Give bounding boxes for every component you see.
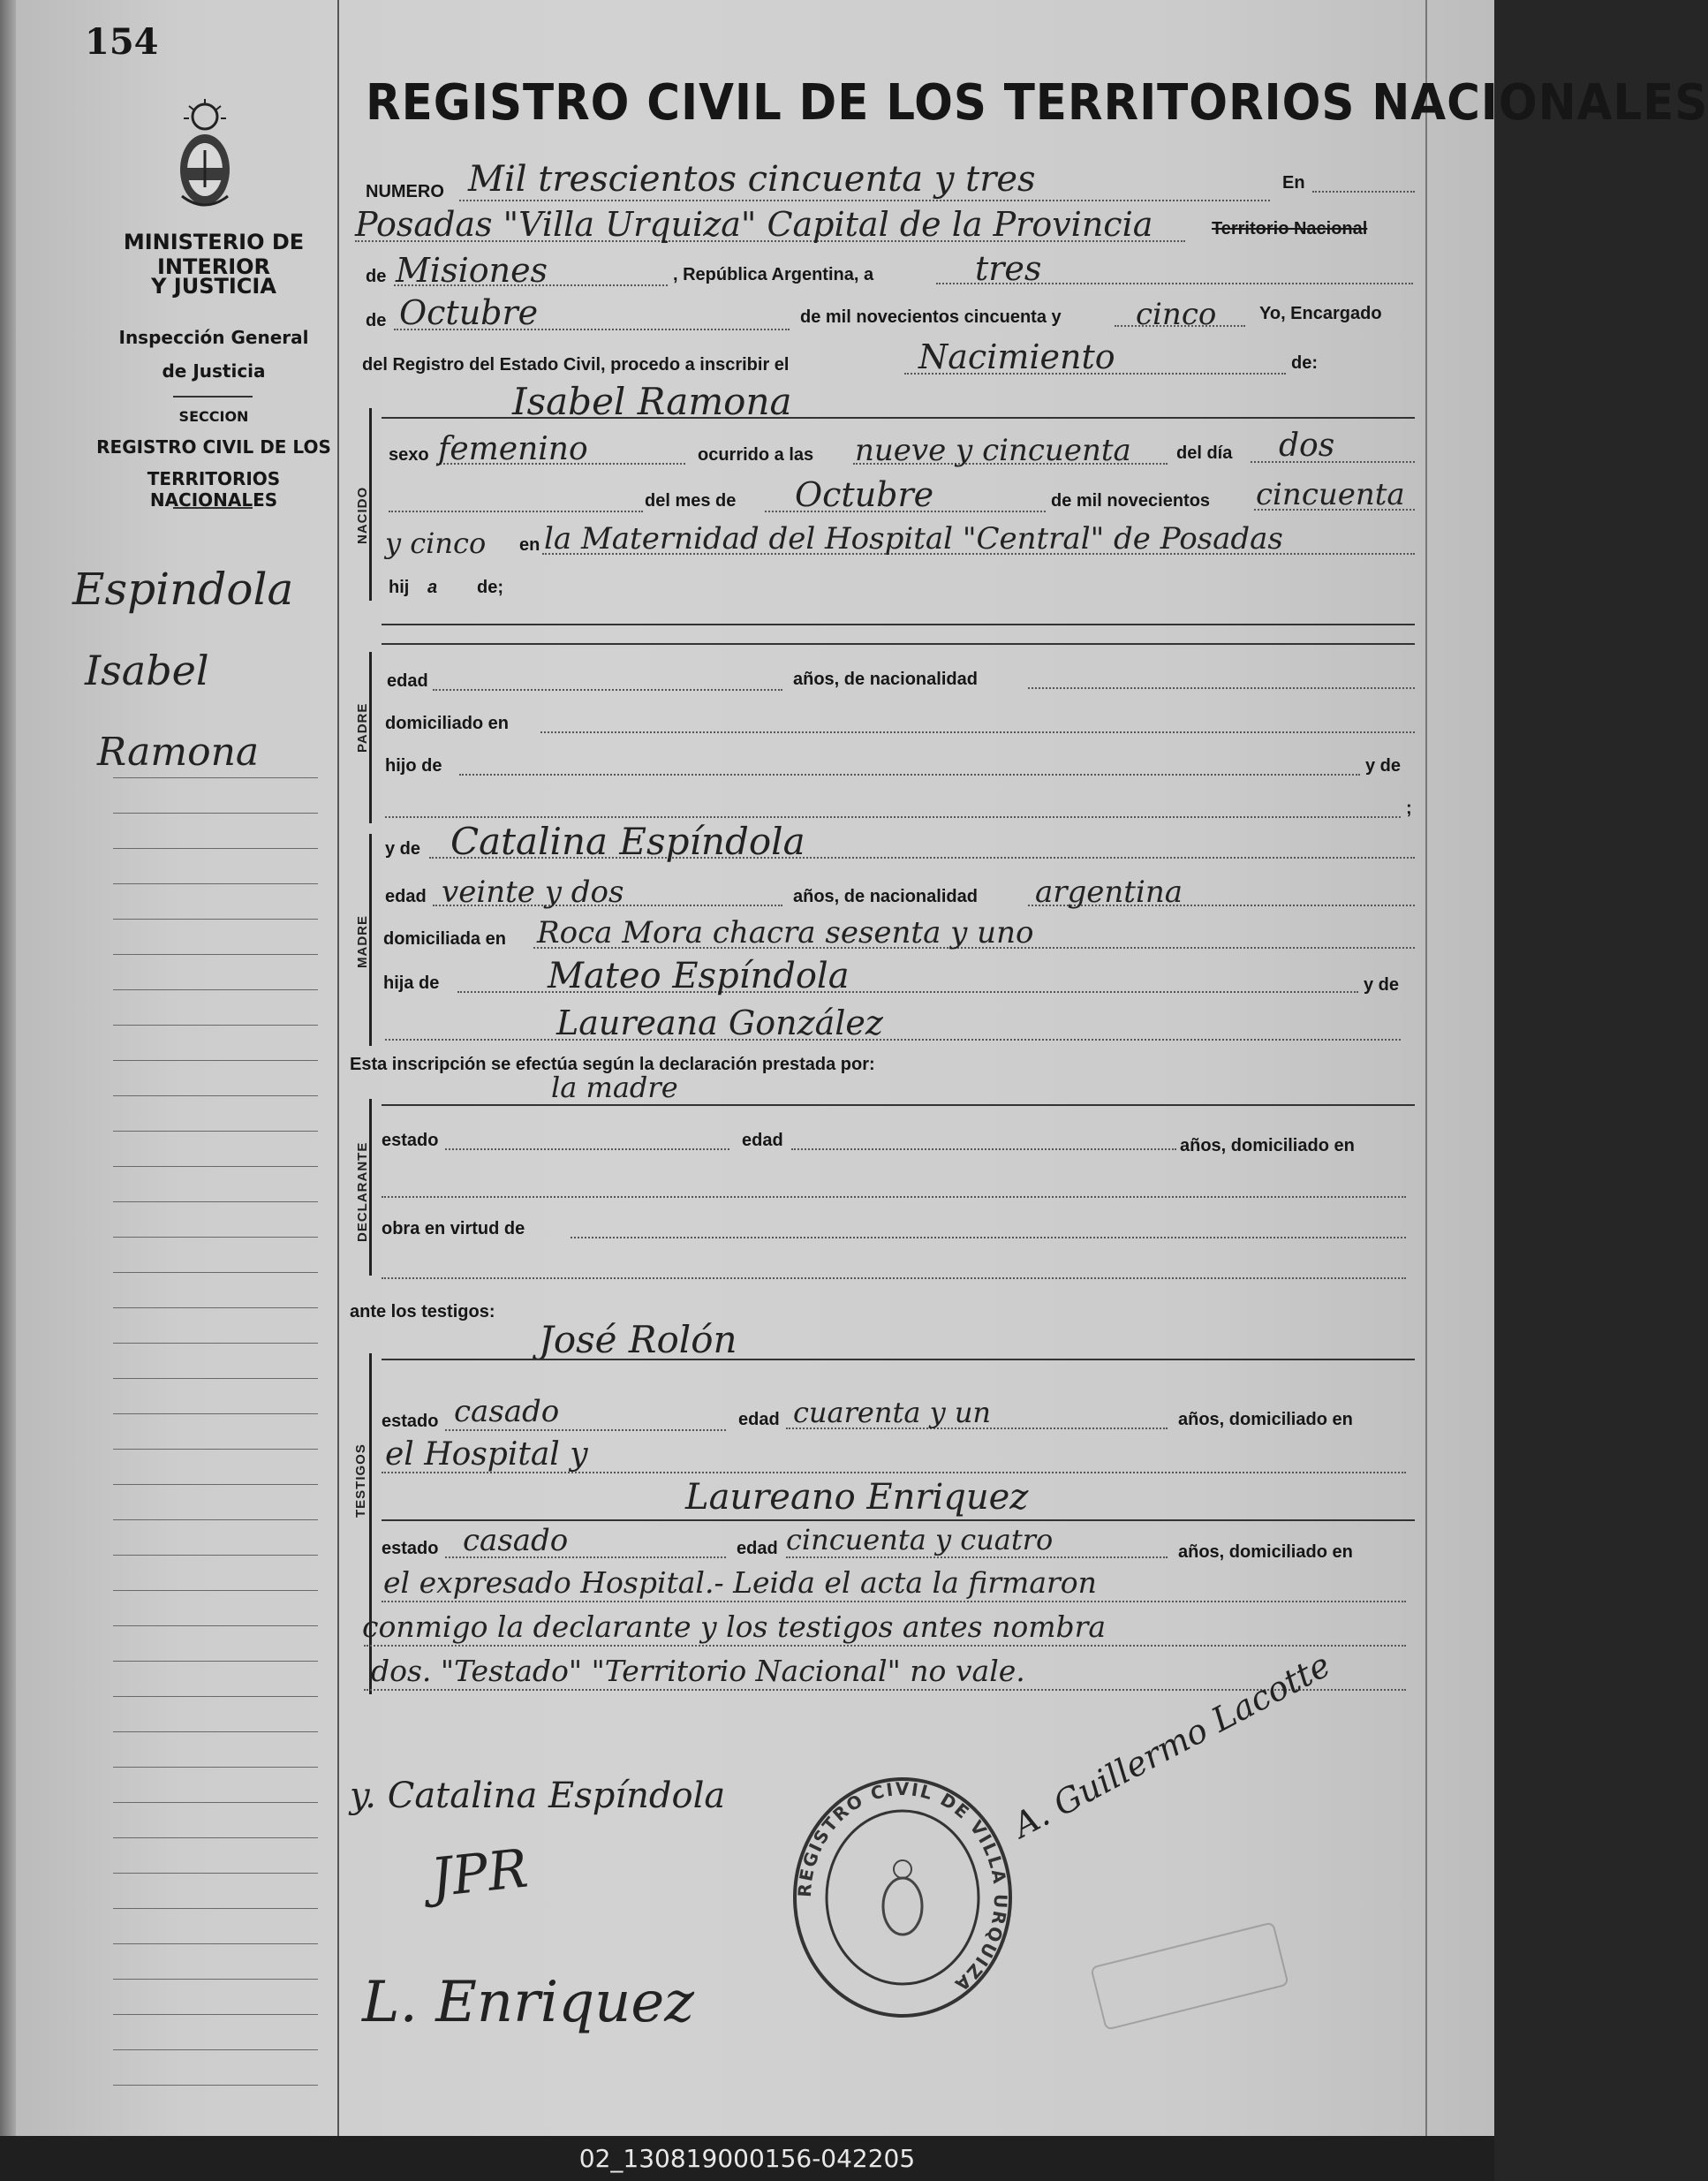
declaracion-value: la madre bbox=[551, 1071, 678, 1104]
padre-hijo-line bbox=[459, 774, 1360, 776]
margin-line bbox=[113, 989, 318, 990]
margin-line bbox=[113, 1908, 318, 1909]
madre-hija-label: hija de bbox=[383, 973, 440, 993]
de-label: de bbox=[366, 267, 387, 286]
anio-value: cincuenta bbox=[1256, 477, 1405, 512]
padre-mother-line bbox=[385, 816, 1401, 818]
declarante-domicilio-label: años, domiciliado en bbox=[1180, 1136, 1355, 1155]
margin-line bbox=[113, 1060, 318, 1061]
madre-father-name: Mateo Espíndola bbox=[548, 956, 850, 996]
encargado-label: Yo, Encargado bbox=[1259, 304, 1382, 323]
mes-value: Octubre bbox=[795, 475, 934, 514]
madre-domicilio-value: Roca Mora chacra sesenta y uno bbox=[537, 915, 1034, 950]
declarante-section-label: DECLARANTE bbox=[355, 1141, 370, 1242]
declaracion-label: Esta inscripción se efectúa según la declaración prestada por: bbox=[350, 1055, 875, 1074]
witness1-domicilio-label: años, domiciliado en bbox=[1178, 1410, 1353, 1429]
margin-line bbox=[113, 1519, 318, 1520]
margin-line bbox=[113, 848, 318, 849]
witness2-rule bbox=[382, 1519, 1415, 1521]
witness-signature: L. Enriquez bbox=[362, 1970, 694, 2035]
margin-line bbox=[113, 1837, 318, 1838]
margin-line bbox=[113, 1131, 318, 1132]
registrar-name-stamp bbox=[1090, 1921, 1289, 2031]
nacido-section-label: NACIDO bbox=[355, 486, 370, 544]
mil-label: de mil novecientos bbox=[1051, 491, 1211, 511]
declarante-domicilio-line bbox=[382, 1196, 1406, 1198]
act-value: Nacimiento bbox=[918, 337, 1115, 376]
hora-value: nueve y cincuenta bbox=[855, 433, 1131, 468]
margin-line bbox=[113, 2049, 318, 2050]
padre-edad-label: edad bbox=[387, 671, 428, 691]
ministry-divider bbox=[173, 396, 253, 398]
madre-y-de2-label: y de bbox=[1364, 975, 1400, 995]
witness2-domicilio-label: años, domiciliado en bbox=[1178, 1542, 1353, 1562]
padre-semicolon: ; bbox=[1406, 799, 1412, 818]
padre-edad-line bbox=[433, 689, 782, 691]
margin-line bbox=[113, 813, 318, 814]
coat-of-arms-icon bbox=[173, 99, 237, 214]
witness2-edad: cincuenta y cuatro bbox=[786, 1523, 1054, 1556]
madre-section-label: MADRE bbox=[355, 915, 370, 968]
margin-line bbox=[113, 1767, 318, 1768]
margin-line bbox=[113, 1166, 318, 1167]
margin-line bbox=[113, 1625, 318, 1626]
margin-line bbox=[113, 2014, 318, 2015]
margin-line bbox=[113, 1555, 318, 1556]
dia-value: dos bbox=[1279, 428, 1335, 464]
margin-surname: Espindola bbox=[72, 564, 294, 615]
registry-line2: TERRITORIOS NACIONALES bbox=[147, 468, 281, 511]
province-value: Misiones bbox=[396, 251, 548, 290]
madre-edad-value: veinte y dos bbox=[442, 875, 624, 910]
en-line bbox=[1312, 191, 1415, 193]
numero-value: Mil trescientos cincuenta y tres bbox=[468, 159, 1036, 200]
margin-line bbox=[113, 1696, 318, 1697]
hij-label: hij bbox=[389, 578, 410, 597]
witness1-estado-line bbox=[445, 1429, 726, 1431]
witness2-name: Laureano Enriquez bbox=[685, 1477, 1029, 1518]
place-value: Posadas "Villa Urquiza" Capital de la Provincia bbox=[355, 205, 1153, 244]
declarant-signature: y. Catalina Espíndola bbox=[350, 1776, 726, 1816]
anio-value-cont: y cinco bbox=[385, 526, 487, 560]
padre-domicilio-line bbox=[540, 731, 1415, 733]
ministry-line1: MINISTERIO DE INTERIOR bbox=[123, 230, 305, 279]
padre-rule2 bbox=[382, 643, 1415, 645]
margin-line bbox=[113, 1237, 318, 1238]
ministry-line2: Y JUSTICIA bbox=[151, 274, 276, 299]
hij-value: a bbox=[427, 578, 438, 597]
year-value: cinco bbox=[1136, 297, 1217, 332]
en-label: En bbox=[1282, 173, 1305, 193]
registry-divider bbox=[173, 507, 253, 509]
book-spine bbox=[0, 0, 16, 2136]
margin-line bbox=[113, 1661, 318, 1662]
margin-line bbox=[113, 1378, 318, 1379]
declarante-estado-label: estado bbox=[382, 1131, 439, 1150]
hij-de-label: de; bbox=[477, 578, 503, 597]
margin-line bbox=[113, 919, 318, 920]
testigos-top-rule bbox=[382, 1359, 1415, 1360]
en-place-label: en bbox=[519, 535, 540, 555]
witness1-estado-label: estado bbox=[382, 1412, 439, 1431]
right-edge bbox=[1425, 0, 1427, 2136]
mes-pre-line bbox=[389, 511, 643, 512]
margin-line bbox=[113, 1979, 318, 1980]
closing-line2: conmigo la declarante y los testigos antes nombra bbox=[362, 1609, 1107, 1644]
document-title: REGISTRO CIVIL DE LOS TERRITORIOS NACIONALES bbox=[366, 74, 1708, 132]
testigos-section-label: TESTIGOS bbox=[353, 1443, 368, 1518]
margin-separator bbox=[337, 0, 339, 2136]
mes-label: del mes de bbox=[645, 491, 737, 511]
dia-label: del día bbox=[1176, 443, 1233, 463]
witness2-edad-label: edad bbox=[737, 1539, 778, 1558]
margin-line bbox=[113, 2085, 318, 2086]
nacido-name: Isabel Ramona bbox=[512, 380, 792, 423]
section-label: SECCION bbox=[178, 408, 249, 425]
madre-mother-line bbox=[385, 1039, 1401, 1041]
month-value: Octubre bbox=[399, 293, 539, 332]
witness1-edad-label: edad bbox=[738, 1410, 780, 1429]
padre-section-label: PADRE bbox=[355, 702, 370, 753]
margin-line bbox=[113, 1025, 318, 1026]
ocurrido-label: ocurrido a las bbox=[698, 445, 814, 465]
padre-nacionalidad-line bbox=[1028, 687, 1415, 689]
margin-line bbox=[113, 1272, 318, 1273]
registro-label: del Registro del Estado Civil, procedo a inscribir el bbox=[362, 355, 790, 375]
padre-hijo-label: hijo de bbox=[385, 756, 442, 776]
numero-label: NUMERO bbox=[366, 182, 444, 201]
margin-line bbox=[113, 1413, 318, 1414]
madre-domicilio-label: domiciliada en bbox=[383, 929, 506, 949]
margin-line bbox=[113, 1590, 318, 1591]
margin-line bbox=[113, 1484, 318, 1485]
declarante-estado-line bbox=[445, 1148, 729, 1150]
witness1-name: José Rolón bbox=[539, 1318, 737, 1361]
de2-label: de bbox=[366, 311, 387, 330]
witness2-domicilio: el expresado Hospital.- Leida el acta la firmaron bbox=[383, 1565, 1097, 1600]
nacido-top-rule bbox=[382, 417, 1415, 419]
witness2-edad-line bbox=[786, 1556, 1168, 1558]
margin-line bbox=[113, 1802, 318, 1803]
margin-line bbox=[113, 883, 318, 884]
witness1-domicilio: el Hospital y bbox=[385, 1436, 588, 1473]
declarante-edad-line bbox=[791, 1148, 1176, 1150]
closing-line2-rule bbox=[364, 1645, 1406, 1647]
margin-line bbox=[113, 1449, 318, 1450]
declarante-obra-label: obra en virtud de bbox=[382, 1219, 525, 1238]
madre-mother-name: Laureana González bbox=[556, 1003, 883, 1042]
declarante-top-rule bbox=[382, 1104, 1415, 1106]
madre-nacionalidad-value: argentina bbox=[1035, 875, 1183, 910]
testigos-label: ante los testigos: bbox=[350, 1302, 495, 1321]
margin-line bbox=[113, 1201, 318, 1202]
page-number: 154 bbox=[85, 21, 159, 63]
witness2-domicilio-line bbox=[382, 1601, 1406, 1602]
margin-line bbox=[113, 777, 318, 778]
margin-line bbox=[113, 1307, 318, 1308]
initials-signature: JPR bbox=[427, 1837, 531, 1910]
witness1-estado: casado bbox=[454, 1394, 560, 1429]
declarante-extra-line bbox=[382, 1277, 1406, 1279]
declarante-edad-label: edad bbox=[742, 1131, 783, 1150]
margin-line bbox=[113, 1873, 318, 1874]
inspection-line2: de Justicia bbox=[162, 360, 266, 382]
republica-label: , República Argentina, a bbox=[673, 265, 874, 284]
year-label: de mil novecientos cincuenta y bbox=[800, 307, 1062, 327]
padre-domicilio-label: domiciliado en bbox=[385, 714, 510, 733]
margin-line bbox=[113, 1731, 318, 1732]
territorio-label: Territorio Nacional bbox=[1212, 219, 1368, 239]
margin-line bbox=[113, 1343, 318, 1344]
day-value: tres bbox=[975, 249, 1042, 288]
sexo-value: femenino bbox=[438, 431, 588, 467]
margin-line bbox=[113, 1095, 318, 1096]
witness2-estado-label: estado bbox=[382, 1539, 439, 1558]
image-id-footer: 02_130819000156-042205 bbox=[0, 2136, 1494, 2181]
padre-rule1 bbox=[382, 624, 1415, 625]
de3-label: de: bbox=[1291, 353, 1318, 373]
registrar-signature: A. Guillermo Lacotte bbox=[1007, 1645, 1337, 1845]
madre-name: Catalina Espíndola bbox=[450, 820, 805, 863]
margin-line bbox=[113, 954, 318, 955]
seal-text: REGISTRO CIVIL DE VILLA URQUIZA bbox=[793, 1777, 1012, 1997]
registry-line1: REGISTRO CIVIL DE LOS bbox=[96, 436, 331, 458]
madre-y-de-label: y de bbox=[385, 839, 421, 859]
witness1-edad: cuarenta y un bbox=[793, 1396, 992, 1429]
official-seal-stamp bbox=[788, 1774, 1017, 2021]
witness2-estado: casado bbox=[463, 1523, 569, 1558]
madre-nacionalidad-label: años, de nacionalidad bbox=[793, 887, 978, 906]
numero-line bbox=[459, 200, 1270, 201]
margin-firstname: Isabel bbox=[85, 647, 209, 694]
padre-nacionalidad-label: años, de nacionalidad bbox=[793, 670, 978, 689]
madre-edad-label: edad bbox=[385, 887, 427, 906]
lugar-value: la Maternidad del Hospital "Central" de Posadas bbox=[544, 521, 1283, 557]
closing-line3: dos. "Testado" "Territorio Nacional" no vale. bbox=[371, 1654, 1025, 1688]
padre-y-de-label: y de bbox=[1365, 756, 1402, 776]
inspection-line1: Inspección General bbox=[118, 327, 309, 348]
margin-line bbox=[113, 1943, 318, 1944]
margin-middlename: Ramona bbox=[97, 730, 260, 775]
declarante-obra-line bbox=[571, 1237, 1406, 1238]
sexo-label: sexo bbox=[389, 445, 429, 465]
